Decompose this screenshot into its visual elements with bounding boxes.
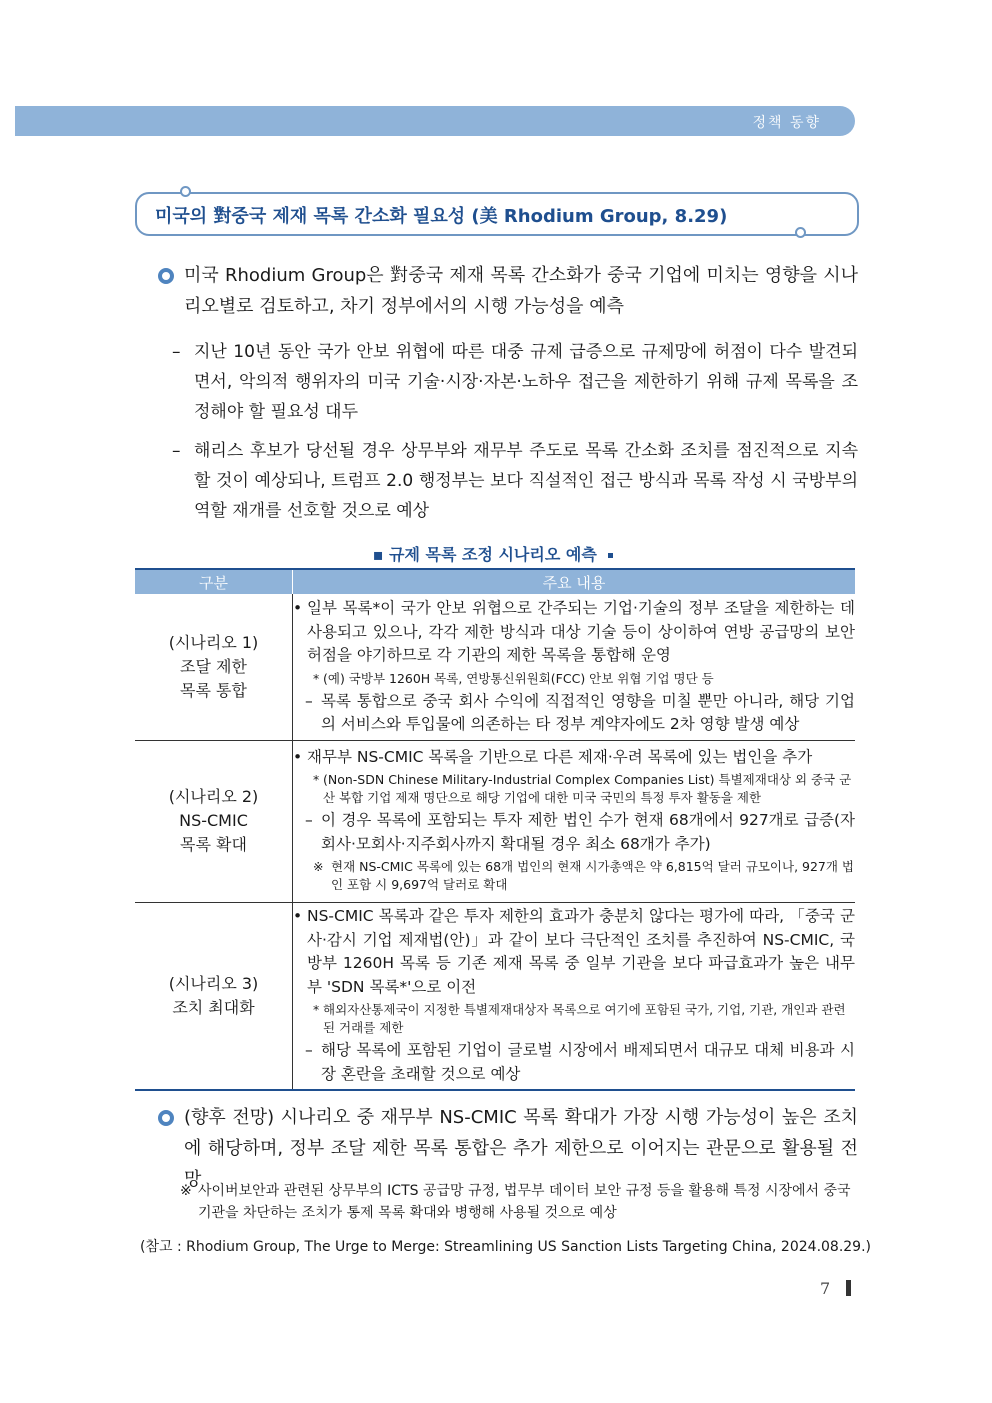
title-top-dot-icon	[180, 186, 191, 197]
intro-bullet-text: 미국 Rhodium Group은 對중국 제재 목록 간소화가 중국 기업에 미치는 영향을 시나리오별로 검토하고, 차기 정부에서의 시행 가능성을 예측	[184, 265, 858, 317]
table-row	[135, 740, 855, 902]
title-bottom-dot-icon	[795, 227, 806, 238]
scenario-content: • 재무부 NS-CMIC 목록을 기반으로 다른 제재·우려 목록에 있는 법인을 추가 * (Non-SDN Chinese Military-Industrial Complex Companies List) 특별제재대상 외 중국 군산 복합 기업 제재 명단으로 해당 기업에 대한 미국 국민의 특정 투자 활동을 제한 – 이 경우 목록에 포함되는 투자 제한 법인 수가 현재 68개에서 927개로 급증(자회사·모회사·지주회사까지 확대될 경우 최소 68개가 추가) ※ 현재 NS-CMIC 목록에 있는 68개 법인의 현재 시가총액은 약 6,815억 달러 규모이나, 927개 법인 포함 시 9,697억 달러로 확대	[293, 740, 856, 902]
caption-mark: ▪	[372, 545, 384, 564]
footnote-text: 사이버보안과 관련된 상무부의 ICTS 공급망 규정, 법무부 데이터 보안 규정 등을 활용해 특정 시장에서 중국 기관을 차단하는 조치가 통제 목록 확대와 병행해 사용될 것으로 예상	[198, 1183, 851, 1221]
circle-bullet-icon	[158, 1110, 174, 1126]
ref-mark: ※	[180, 1183, 192, 1199]
circle-bullet-icon	[158, 268, 174, 284]
section-label: 정책 동향	[752, 115, 821, 131]
scenario-label: (시나리오 2) NS-CMIC 목록 확대	[135, 740, 293, 902]
page-title: 미국의 對중국 제재 목록 간소화 필요성 (美 Rhodium Group, 8.29)	[155, 206, 728, 227]
page-marker-icon	[846, 1280, 851, 1296]
header-bar	[15, 106, 855, 136]
table-row	[135, 902, 855, 1090]
scenario-label: (시나리오 1) 조달 제한 목록 통합	[135, 594, 293, 740]
sub-point-text: 지난 10년 동안 국가 안보 위협에 따른 대중 규제 급증으로 규제망에 허점이 다수 발견되면서, 악의적 행위자의 미국 기술·시장·자본·노하우 접근을 제한하기 위해 규제 목록을 조정해야 할 필요성 대두	[194, 342, 858, 422]
dash-mark: –	[172, 342, 181, 362]
footnote	[180, 1180, 858, 1224]
scenario-content: • 일부 목록*이 국가 안보 위협으로 간주되는 기업·기술의 정부 조달을 제한하는 데 사용되고 있으나, 각각 제한 방식과 대상 기술 등이 상이하여 연방 공급망의 보안 허점을 야기하므로 각 기관의 제한 목록을 통합해 운영 * (예) 국방부 1260H 목록, 연방통신위원회(FCC) 안보 위협 기업 명단 등 – 목록 통합으로 중국 회사 수익에 직접적인 영향을 미칠 뿐만 아니라, 해당 기업의 서비스와 투입물에 의존하는 타 정부 계약자에도 2차 영향 발생 예상	[293, 594, 856, 740]
sub-point-text: 해리스 후보가 당선될 경우 상무부와 재무부 주도로 목록 간소화 조치를 점진적으로 지속할 것이 예상되나, 트럼프 2.0 행정부는 보다 직설적인 접근 방식과 목록 작성 시 국방부의 역할 재개를 선호할 것으로 예상	[194, 441, 858, 521]
scenario-table	[135, 568, 855, 1091]
table-header-row	[135, 569, 855, 594]
scenario-content: • NS-CMIC 목록과 같은 투자 제한의 효과가 충분치 않다는 평가에 따라, 「중국 군사·감시 기업 제재법(안)」과 같이 보다 극단적인 조치를 추진하여 NS-CMIC, 국방부 1260H 목록 등 기존 제재 목록 중 일부 기관을 보다 파급효과가 높은 내무부 'SDN 목록*'으로 이전 * 해외자산통제국이 지정한 특별제재대상자 목록으로 여기에 포함된 국가, 기업, 기관, 개인과 관련된 거래를 제한 – 해당 목록에 포함된 기업이 글로벌 시장에서 배제되면서 대규모 대체 비용과 시장 혼란을 초래할 것으로 예상	[293, 902, 856, 1090]
caption-square-icon	[608, 553, 613, 558]
table-row	[135, 594, 855, 740]
table-caption	[0, 542, 992, 565]
sub-point-2	[172, 436, 858, 526]
intro-bullet	[158, 260, 858, 322]
page-number: 7	[820, 1279, 831, 1298]
sub-point-1	[172, 337, 858, 427]
header-category: 구분	[135, 569, 293, 594]
title-box	[135, 192, 859, 236]
dash-mark: –	[172, 441, 181, 461]
outlook-bullet-text: (향후 전망) 시나리오 중 재무부 NS-CMIC 목록 확대가 가장 시행 가능성이 높은 조치에 해당하며, 정부 조달 제한 목록 통합은 추가 제한으로 이어지는 관문으로 활용될 전망	[184, 1107, 858, 1190]
header-content: 주요 내용	[293, 569, 856, 594]
table-caption-text: 규제 목록 조정 시나리오 예측	[389, 545, 597, 564]
reference: (참고 : Rhodium Group, The Urge to Merge: Streamlining US Sanction Lists Targeting China, 2024.08.29.)	[140, 1239, 872, 1255]
scenario-label: (시나리오 3) 조치 최대화	[135, 902, 293, 1090]
